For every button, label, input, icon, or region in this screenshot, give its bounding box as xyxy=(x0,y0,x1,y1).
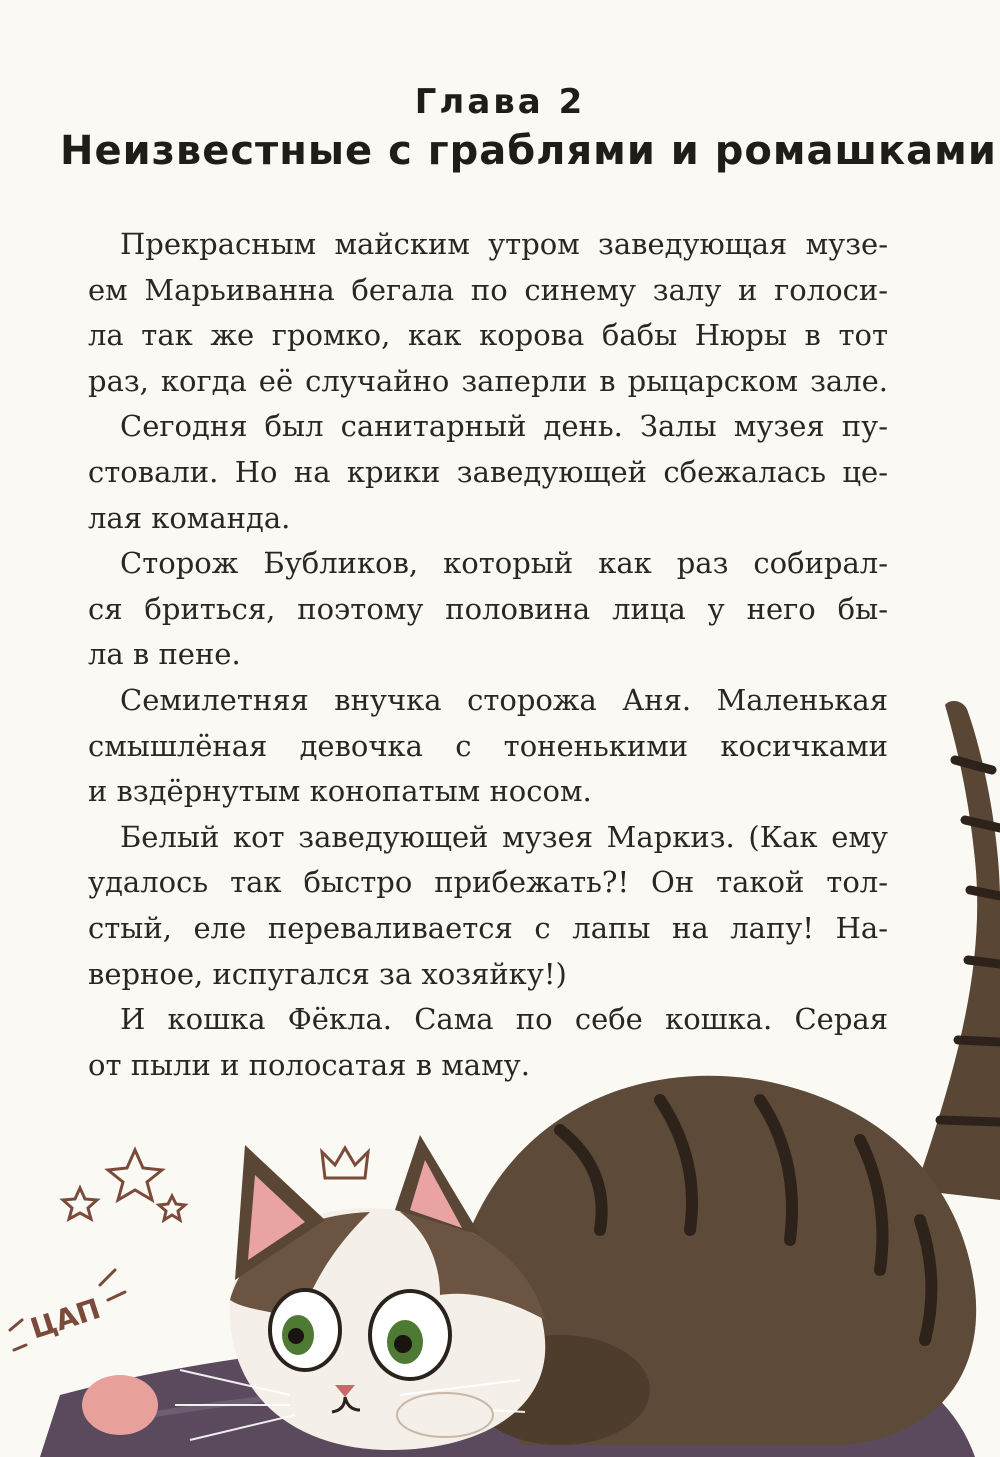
text-line: Белый кот заведующей музея Маркиз. (Как ему xyxy=(120,819,888,854)
crown-icon xyxy=(322,1148,368,1178)
text-line: Семилетняя внучка сторожа Аня. Маленькая xyxy=(120,682,888,717)
text-line: стовали. Но на крики заведующей сбежалась це- xyxy=(88,454,888,489)
text-line: стый, еле переваливается с лапы на лапу! На- xyxy=(88,910,888,945)
text-line: ем Марьиванна бегала по синему залу и голоси- xyxy=(88,272,888,307)
chapter-title: Неизвестные с граблями и ромашками xyxy=(60,128,997,174)
sound-effect-text: ЦАП xyxy=(26,1292,105,1346)
text-line: ла так же громко, как корова бабы Нюры в тот xyxy=(88,318,888,353)
star-icon xyxy=(63,1188,97,1219)
cat-paw-right xyxy=(397,1393,493,1437)
cat-paw-left xyxy=(82,1375,158,1435)
text-line: ся бриться, поэтому половина лица у него бы- xyxy=(88,591,888,626)
text-line: Сторож Бубликов, который как раз собирал- xyxy=(120,546,888,581)
text-line: Прекрасным майским утром заведующая музе- xyxy=(120,227,888,261)
text-line: лая команда. xyxy=(88,500,291,535)
star-icon xyxy=(108,1150,162,1200)
text-line: ла в пене. xyxy=(88,637,241,672)
star-icon xyxy=(159,1196,185,1220)
text-line: верное, испугался за хозяйку!) xyxy=(88,956,567,991)
text-line: смышлёная девочка с тоненькими косичками xyxy=(88,728,888,763)
text-line: Сегодня был санитарный день. Залы музея пу- xyxy=(120,409,888,444)
text-line: и вздёрнутым конопатым носом. xyxy=(88,774,592,809)
chapter-label: Глава 2 xyxy=(414,82,586,122)
text-line: от пыли и полосатая в маму. xyxy=(88,1047,530,1082)
text-line: раз, когда её случайно заперли в рыцарском зале. xyxy=(88,363,888,398)
text-line: удалось так быстро прибежать?! Он такой тол- xyxy=(88,865,888,900)
text-line: И кошка Фёкла. Сама по себе кошка. Серая xyxy=(120,1002,888,1037)
